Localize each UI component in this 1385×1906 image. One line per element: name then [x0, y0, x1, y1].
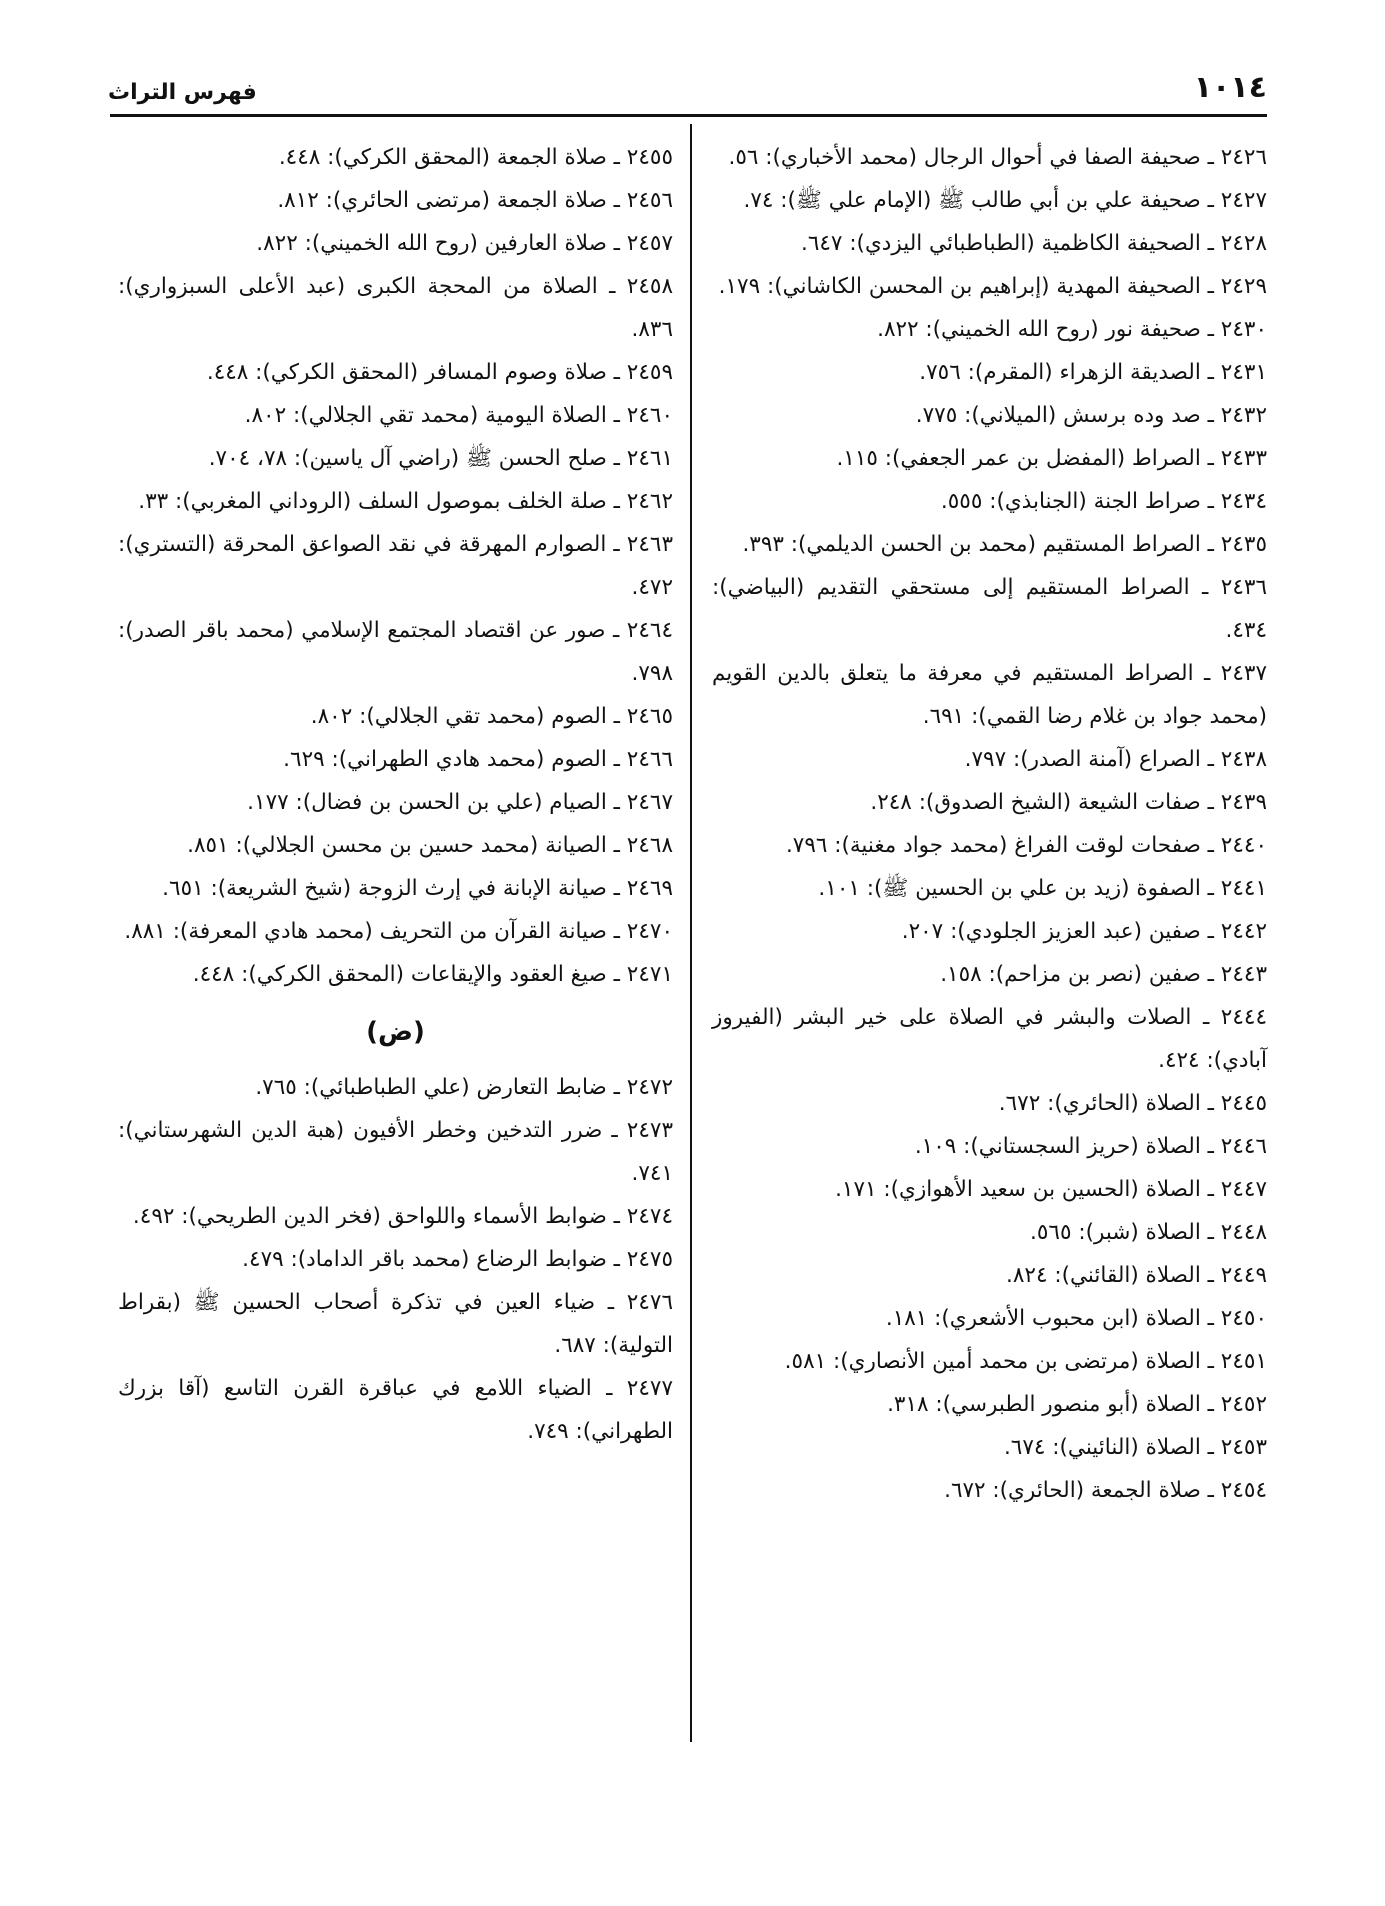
index-entry: ٢٤٢٧ ـ صحيفة علي بن أبي طالب ﷺ (الإمام علي ﷺ): ٧٤. [743, 188, 1267, 213]
header-rule [110, 114, 1267, 117]
index-entry: ٢٤٤٩ ـ الصلاة (القائني): ٨٢٤. [1006, 1263, 1267, 1288]
index-entry: ٢٤٧٠ ـ صيانة القرآن من التحريف (محمد هادي المعرفة): ٨٨١. [124, 919, 673, 944]
index-entry: ٢٤٦١ ـ صلح الحسن ﷺ (راضي آل ياسين): ٧٨، ٧٠٤. [208, 446, 673, 471]
index-entry: ٢٤٤١ ـ الصفوة (زيد بن علي بن الحسين ﷺ): ١٠١. [818, 876, 1267, 901]
index-entry: ٢٤٥٢ ـ الصلاة (أبو منصور الطبرسي): ٣١٨. [887, 1392, 1267, 1417]
index-entry: ٢٤٧٤ ـ ضوابط الأسماء واللواحق (فخر الدين الطريحي): ٤٩٢. [132, 1204, 673, 1229]
index-entry: ٢٤٦٥ ـ الصوم (محمد تقي الجلالي): ٨٠٢. [310, 704, 673, 729]
index-entry: ٢٤٦٨ ـ الصيانة (محمد حسين بن محسن الجلالي): ٨٥١. [187, 833, 673, 858]
index-entry: ٢٤٤٠ ـ صفحات لوقت الفراغ (محمد جواد مغنية): ٧٩٦. [785, 833, 1267, 858]
index-entry: ٢٤٦٤ ـ صور عن اقتصاد المجتمع الإسلامي (محمد باقر الصدر): ٧٩٨. [118, 618, 673, 686]
index-entry: ٢٤٦٢ ـ صلة الخلف بموصول السلف (الروداني المغربي): ٣٣. [138, 489, 673, 514]
index-entry: ٢٤٦٠ ـ الصلاة اليومية (محمد تقي الجلالي): ٨٠٢. [244, 403, 673, 428]
index-entry: ٢٤٤٤ ـ الصلات والبشر في الصلاة على خير البشر (الفيروز آبادي): ٤٢٤. [712, 1005, 1267, 1073]
index-entry: ٢٤٤٧ ـ الصلاة (الحسين بن سعيد الأهوازي): ١٧١. [835, 1177, 1267, 1202]
left-column [118, 136, 673, 1453]
index-entry: ٢٤٦٣ ـ الصوارم المهرقة في نقد الصواعق المحرقة (التستري): ٤٧٢. [118, 532, 673, 600]
index-entry: ٢٤٦٧ ـ الصيام (علي بن الحسن بن فضال): ١٧٧. [247, 790, 673, 815]
index-entry: ٢٤٧٢ ـ ضابط التعارض (علي الطباطبائي): ٧٦٥. [255, 1075, 673, 1100]
index-entry: ٢٤٣٥ ـ الصراط المستقيم (محمد بن الحسن الديلمي): ٣٩٣. [742, 532, 1267, 557]
index-entry: ٢٤٥٧ ـ صلاة العارفين (روح الله الخميني): ٨٢٢. [256, 231, 673, 256]
index-entry: ٢٤٤٨ ـ الصلاة (شبر): ٥٦٥. [1030, 1220, 1267, 1245]
index-entry: ٢٤٣٢ ـ صد وده برسش (الميلاني): ٧٧٥. [915, 403, 1267, 428]
index-entry: ٢٤٣٤ ـ صراط الجنة (الجنابذي): ٥٥٥. [940, 489, 1267, 514]
index-entry: ٢٤٣٩ ـ صفات الشيعة (الشيخ الصدوق): ٢٤٨. [870, 790, 1267, 815]
index-entry: ٢٤٢٩ ـ الصحيفة المهدية (إبراهيم بن المحسن الكاشاني): ١٧٩. [718, 274, 1267, 299]
index-entry: ٢٤٥٠ ـ الصلاة (ابن محبوب الأشعري): ١٨١. [885, 1306, 1267, 1331]
index-entry: ٢٤٣٣ ـ الصراط (المفضل بن عمر الجعفي): ١١٥. [836, 446, 1267, 471]
index-entry: ٢٤٥٤ ـ صلاة الجمعة (الحائري): ٦٧٢. [944, 1478, 1267, 1503]
index-entry: ٢٤٦٩ ـ صيانة الإبانة في إرث الزوجة (شيخ الشريعة): ٦٥١. [162, 876, 673, 901]
index-entry: ٢٤٤٦ ـ الصلاة (حريز السجستاني): ١٠٩. [914, 1134, 1267, 1159]
index-entry: ٢٤٥٩ ـ صلاة وصوم المسافر (المحقق الكركي): ٤٤٨. [206, 360, 673, 385]
index-entry: ٢٤٤٥ ـ الصلاة (الحائري): ٦٧٢. [998, 1091, 1267, 1116]
right-column [712, 136, 1267, 1512]
index-entry: ٢٤٣٨ ـ الصراع (آمنة الصدر): ٧٩٧. [964, 747, 1267, 772]
index-entry: ٢٤٥٣ ـ الصلاة (النائيني): ٦٧٤. [1003, 1435, 1267, 1460]
index-entry: ٢٤٧٥ ـ ضوابط الرضاع (محمد باقر الداماد): ٤٧٩. [242, 1247, 673, 1272]
index-entry: ٢٤٧٣ ـ ضرر التدخين وخطر الأفيون (هبة الدين الشهرستاني): ٧٤١. [118, 1118, 673, 1186]
index-entry: ٢٤٣٦ ـ الصراط المستقيم إلى مستحقي التقديم (البياضي): ٤٣٤. [712, 575, 1267, 643]
index-entry: ٢٤٤٣ ـ صفين (نصر بن مزاحم): ١٥٨. [940, 962, 1267, 987]
section-heading: (ض) [366, 1017, 425, 1047]
index-entry: ٢٤٧١ ـ صيغ العقود والإيقاعات (المحقق الكركي): ٤٤٨. [192, 962, 673, 987]
index-entry: ٢٤٧٧ ـ الضياء اللامع في عباقرة القرن التاسع (آقا بزرك الطهراني): ٧٤٩. [118, 1376, 673, 1444]
index-entry: ٢٤٢٨ ـ الصحيفة الكاظمية (الطباطبائي اليزدي): ٦٤٧. [800, 231, 1267, 256]
page-number: ١٠١٤ [1193, 70, 1267, 105]
index-entry: ٢٤٤٢ ـ صفين (عبد العزيز الجلودي): ٢٠٧. [901, 919, 1267, 944]
index-entry: ٢٤٣٠ ـ صحيفة نور (روح الله الخميني): ٨٢٢. [877, 317, 1267, 342]
index-entry: ٢٤٣١ ـ الصديقة الزهراء (المقرم): ٧٥٦. [919, 360, 1267, 385]
index-entry: ٢٤٧٦ ـ ضياء العين في تذكرة أصحاب الحسين ﷺ (بقراط التولية): ٦٨٧. [118, 1290, 673, 1358]
index-entry: ٢٤٥٦ ـ صلاة الجمعة (مرتضى الحائري): ٨١٢. [277, 188, 673, 213]
index-entry: ٢٤٢٦ ـ صحيفة الصفا في أحوال الرجال (محمد الأخباري): ٥٦. [728, 145, 1267, 170]
index-entry: ٢٤٥٥ ـ صلاة الجمعة (المحقق الكركي): ٤٤٨. [278, 145, 673, 170]
index-entry: ٢٤٥١ ـ الصلاة (مرتضى بن محمد أمين الأنصاري): ٥٨١. [784, 1349, 1267, 1374]
running-title: فهرس التراث [108, 80, 257, 105]
column-divider [690, 124, 692, 1742]
index-entry: ٢٤٦٦ ـ الصوم (محمد هادي الطهراني): ٦٢٩. [283, 747, 673, 772]
index-entry: ٢٤٥٨ ـ الصلاة من المحجة الكبرى (عبد الأعلى السبزواري): ٨٣٦. [118, 274, 673, 342]
index-entry: ٢٤٣٧ ـ الصراط المستقيم في معرفة ما يتعلق بالدين القويم (محمد جواد بن غلام رضا القمي): ٦٩١. [712, 661, 1267, 729]
